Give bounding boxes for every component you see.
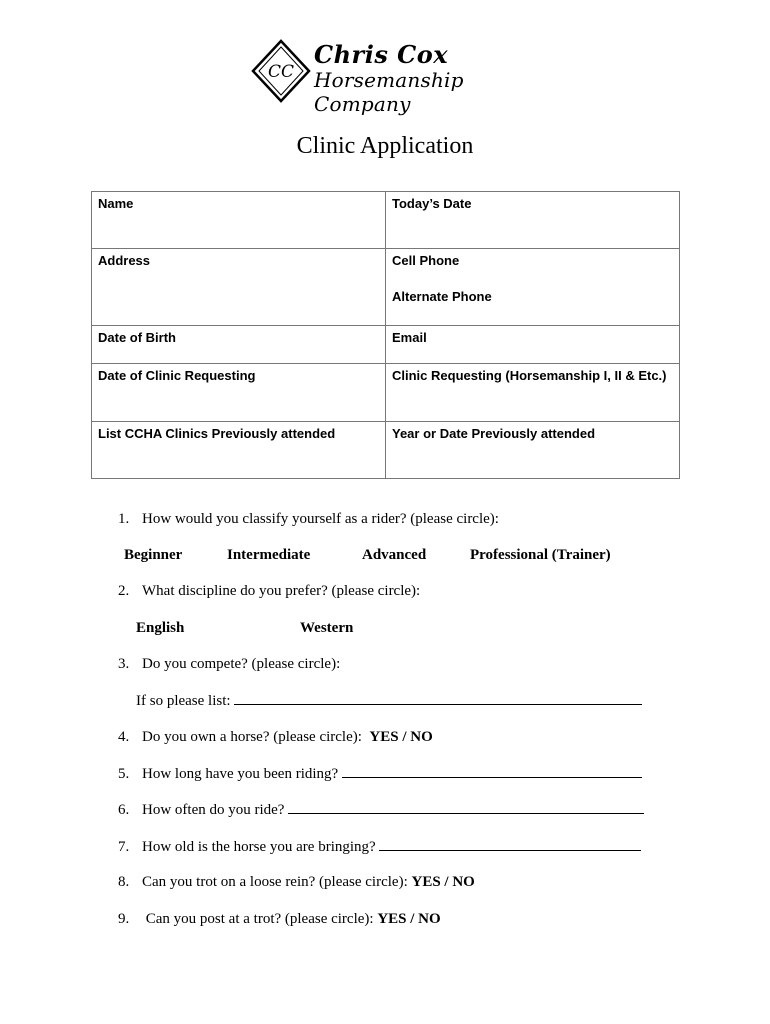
option-professional[interactable]: Professional (Trainer) bbox=[470, 547, 611, 563]
field-label: Date of Birth bbox=[98, 330, 176, 345]
question-number: 3. bbox=[118, 656, 130, 672]
address-cell[interactable] bbox=[92, 249, 386, 326]
company-logo bbox=[250, 38, 510, 116]
field-label: Year or Date Previously attended bbox=[392, 426, 596, 441]
table-row bbox=[92, 364, 680, 422]
question-text: How long have you been riding? bbox=[142, 766, 339, 782]
field-label: List CCHA Clinics Previously attended bbox=[98, 426, 336, 441]
question-number: 1. bbox=[118, 511, 130, 527]
name-cell[interactable] bbox=[92, 192, 386, 249]
table-row bbox=[92, 192, 680, 249]
applicant-info-table bbox=[91, 191, 680, 479]
field-label: Name bbox=[98, 196, 134, 211]
clinic-requesting-cell[interactable] bbox=[386, 364, 680, 422]
field-label: Today’s Date bbox=[392, 196, 472, 211]
question-4 bbox=[118, 729, 433, 746]
field-label: Email bbox=[392, 330, 427, 345]
question-3 bbox=[118, 656, 340, 673]
question-1 bbox=[118, 511, 499, 528]
question-number: 9. bbox=[118, 911, 130, 927]
yes-no-answer[interactable]: YES / NO bbox=[411, 874, 475, 890]
yes-no-answer[interactable]: YES / NO bbox=[377, 911, 441, 927]
question-text: Do you compete? (please circle): bbox=[142, 656, 341, 672]
question-number: 5. bbox=[118, 766, 130, 782]
question-text: How often do you ride? bbox=[142, 802, 285, 818]
question-text: What discipline do you prefer? (please circle): bbox=[142, 583, 421, 599]
table-row bbox=[92, 326, 680, 364]
riding-frequency-field[interactable] bbox=[288, 801, 644, 814]
question-number: 2. bbox=[118, 583, 130, 599]
field-label: Date of Clinic Requesting bbox=[98, 368, 256, 383]
phone-cell[interactable] bbox=[386, 249, 680, 326]
question-text: Can you post at a trot? (please circle): bbox=[145, 911, 374, 927]
option-intermediate[interactable]: Intermediate bbox=[227, 547, 311, 563]
question-text: Can you trot on a loose rein? (please circle): bbox=[142, 874, 408, 890]
clinic-date-cell[interactable] bbox=[92, 364, 386, 422]
question-number: 4. bbox=[118, 729, 130, 745]
question-number: 7. bbox=[118, 839, 130, 855]
date-of-birth-cell[interactable] bbox=[92, 326, 386, 364]
table-row bbox=[92, 249, 680, 326]
todays-date-cell[interactable] bbox=[386, 192, 680, 249]
question-9 bbox=[118, 911, 441, 928]
logo-company: Horsemanship Company bbox=[314, 68, 464, 116]
email-cell[interactable] bbox=[386, 326, 680, 364]
option-advanced[interactable]: Advanced bbox=[362, 547, 427, 563]
competition-list-field[interactable] bbox=[234, 692, 642, 705]
option-beginner[interactable]: Beginner bbox=[124, 547, 183, 563]
previous-clinics-cell[interactable] bbox=[92, 422, 386, 479]
field-label: Address bbox=[98, 253, 151, 268]
option-western[interactable]: Western bbox=[300, 620, 354, 636]
riding-duration-field[interactable] bbox=[342, 765, 642, 778]
question-2 bbox=[118, 583, 420, 600]
monogram-text: CC bbox=[267, 62, 295, 82]
question-5 bbox=[118, 765, 642, 783]
question-text: Do you own a horse? (please circle): bbox=[142, 729, 362, 745]
page-title: Clinic Application bbox=[296, 133, 474, 159]
logo-name: Chris Cox bbox=[314, 40, 449, 69]
question-7 bbox=[118, 838, 641, 856]
question-6 bbox=[118, 801, 644, 819]
horse-age-field[interactable] bbox=[379, 838, 641, 851]
question-text: How would you classify yourself as a rider? (please circle): bbox=[142, 511, 499, 527]
competition-list-row bbox=[136, 692, 642, 710]
field-label: Cell Phone bbox=[392, 253, 460, 268]
field-label: Clinic Requesting (Horsemanship I, II & Etc.) bbox=[392, 368, 667, 383]
field-label: Alternate Phone bbox=[392, 289, 492, 304]
yes-no-answer[interactable]: YES / NO bbox=[369, 729, 433, 745]
question-number: 6. bbox=[118, 802, 130, 818]
option-english[interactable]: English bbox=[136, 620, 185, 636]
monogram-diamond-icon bbox=[250, 38, 312, 104]
followup-label: If so please list: bbox=[136, 693, 231, 709]
question-number: 8. bbox=[118, 874, 130, 890]
previous-dates-cell[interactable] bbox=[386, 422, 680, 479]
question-text: How old is the horse you are bringing? bbox=[142, 839, 376, 855]
table-row bbox=[92, 422, 680, 479]
question-8 bbox=[118, 874, 475, 891]
